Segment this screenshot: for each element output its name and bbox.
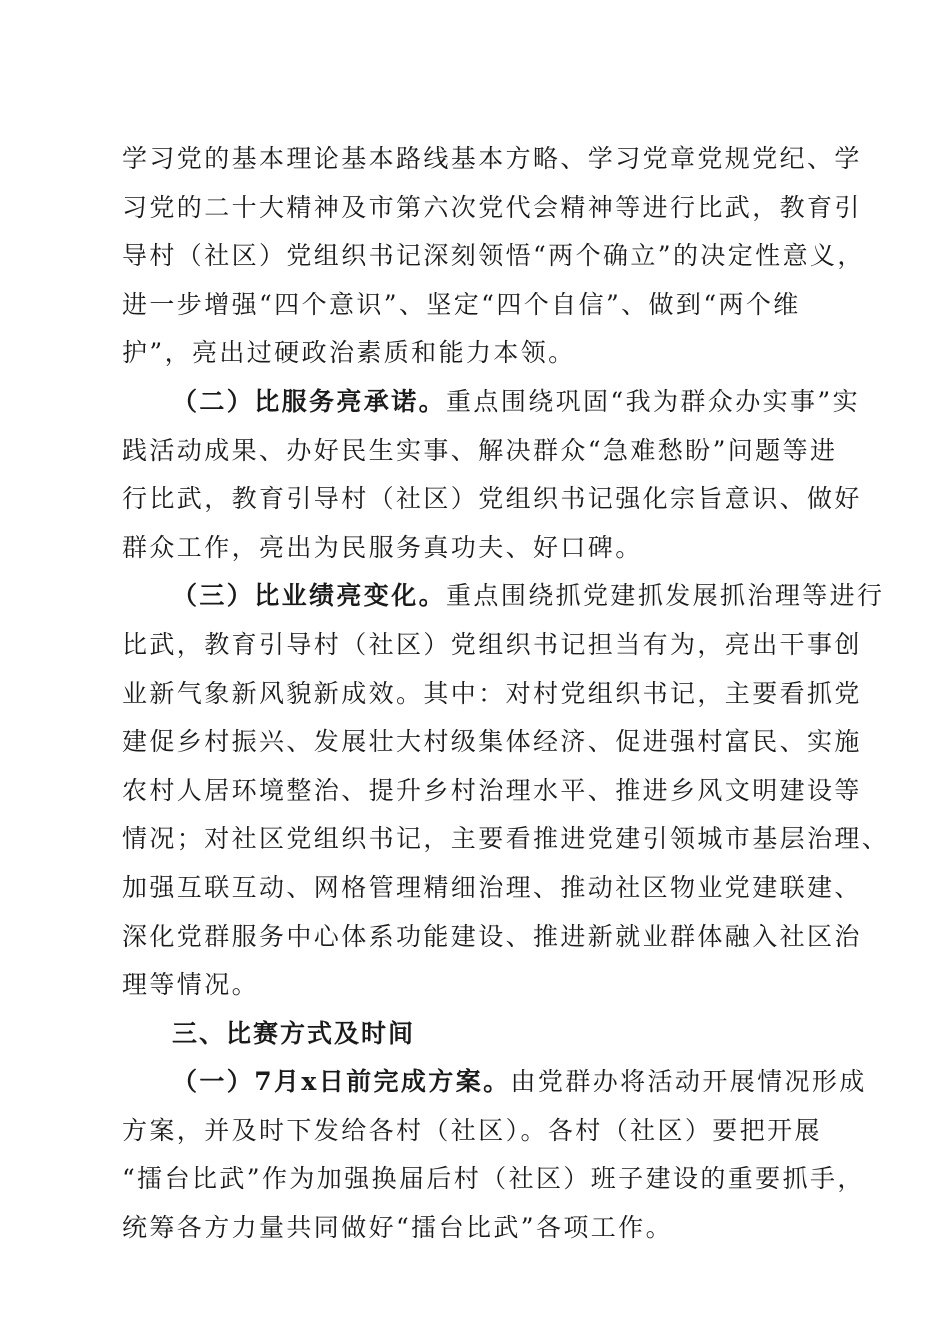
- paragraph-line: 比武，教育引导村（社区）党组织书记担当有为，亮出干事创: [122, 629, 862, 659]
- paragraph-line: 业新气象新风貌新成效。其中：对村党组织书记，主要看抓党: [122, 678, 862, 708]
- section-heading-block: [122, 1010, 832, 1059]
- paragraph-first-line: [122, 572, 885, 621]
- paragraph-line: 行比武，教育引导村（社区）党组织书记强化宗旨意识、做好: [122, 484, 862, 514]
- paragraph-first-line: [122, 378, 860, 427]
- paragraph-line: 群众工作，亮出为民服务真功夫、好口碑。: [122, 532, 643, 562]
- paragraph-line: “擂台比武”作为加强换届后村（社区）班子建设的重要抓手，: [122, 1164, 865, 1194]
- paragraph-line: 农村人居环境整治、提升乡村治理水平、推进乡风文明建设等: [122, 775, 862, 805]
- paragraph-text: 由党群办将活动开展情况形成: [510, 1067, 867, 1097]
- paragraph-text: 重点围绕巩固“我为群众办实事”实: [446, 386, 860, 416]
- subheading-performance: （三）比业绩亮变化。: [172, 581, 447, 611]
- paragraph-line: 践活动成果、办好民生实事、解决群众“急难愁盼”问题等进: [122, 435, 838, 465]
- paragraph-line: 理等情况。: [122, 970, 260, 1000]
- paragraph-service-commitment: [122, 378, 862, 572]
- subheading-service: （二）比服务亮承诺。: [172, 386, 447, 416]
- paragraph-study-theory: [122, 135, 865, 378]
- paragraph-line: 进一步增强“四个意识”、坚定“四个自信”、做到“两个维: [122, 289, 801, 319]
- paragraph-performance-change: [122, 572, 890, 1009]
- paragraph-line: 加强互联互动、网格管理精细治理、推动社区物业党建联建、: [122, 872, 862, 902]
- section-heading: 三、比赛方式及时间: [172, 1018, 416, 1048]
- paragraph-line: 护”，亮出过硬政治素质和能力本领。: [122, 338, 576, 368]
- paragraph-line: 学习党的基本理论基本路线基本方略、学习党章党规党纪、学: [122, 144, 862, 173]
- paragraph-line: 统筹各方力量共同做好“擂台比武”各项工作。: [122, 1213, 673, 1243]
- document-page: [122, 135, 890, 1253]
- paragraph-line: 习党的二十大精神及市第六次党代会精神等进行比武，教育引: [122, 192, 862, 222]
- subheading-plan: （一）7月x日前完成方案。: [172, 1067, 511, 1097]
- paragraph-line: 方案，并及时下发给各村（社区）。各村（社区）要把开展: [122, 1115, 822, 1145]
- paragraph-plan-deadline: [122, 1058, 867, 1252]
- paragraph-first-line: [122, 1058, 867, 1107]
- paragraph-text: 重点围绕抓党建抓发展抓治理等进行: [446, 581, 885, 611]
- paragraph-line: 导村（社区）党组织书记深刻领悟“两个确立”的决定性意义，: [122, 241, 865, 271]
- paragraph-line: 深化党群服务中心体系功能建设、推进新就业群体融入社区治: [122, 921, 862, 951]
- paragraph-line: 情况；对社区党组织书记，主要看推进党建引领城市基层治理、: [122, 824, 890, 854]
- paragraph-line: 建促乡村振兴、发展壮大村级集体经济、促进强村富民、实施: [122, 727, 862, 757]
